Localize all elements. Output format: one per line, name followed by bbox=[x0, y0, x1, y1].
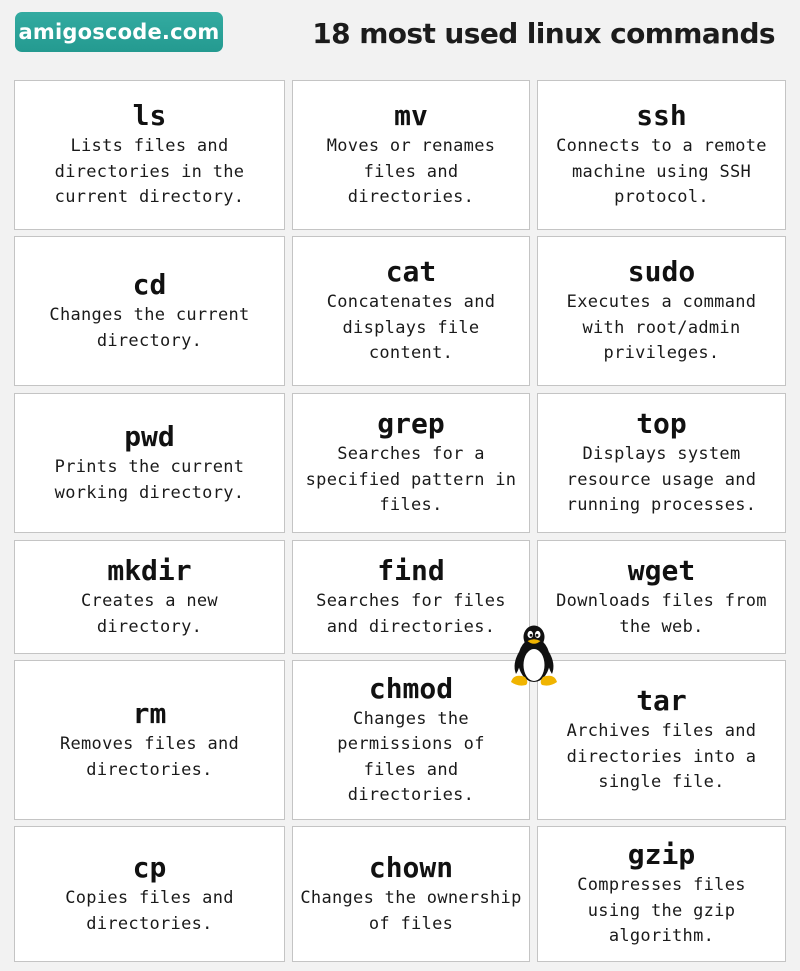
command-name: find bbox=[377, 554, 445, 587]
command-name: grep bbox=[377, 407, 445, 441]
command-name: top bbox=[636, 407, 687, 441]
command-card-cd bbox=[14, 236, 285, 386]
brand-logo-text: amigoscode.com bbox=[18, 20, 220, 44]
command-card-ls bbox=[14, 80, 285, 230]
command-name: chown bbox=[368, 851, 454, 884]
command-name: mkdir bbox=[107, 554, 192, 587]
command-name: ssh bbox=[636, 99, 687, 133]
command-name: gzip bbox=[627, 838, 696, 872]
command-name: cat bbox=[385, 255, 437, 289]
command-description: Connects to a remote machine using SSH protocol. bbox=[556, 136, 767, 208]
command-description: Searches for a specified pattern in files. bbox=[305, 444, 517, 516]
command-description: Archives files and directories into a single file. bbox=[566, 721, 757, 793]
command-name: wget bbox=[627, 554, 696, 587]
command-name: tar bbox=[636, 684, 687, 718]
command-name: sudo bbox=[627, 255, 696, 289]
command-card-cat bbox=[292, 236, 530, 386]
command-card-mv bbox=[292, 80, 530, 230]
command-card-gzip bbox=[537, 826, 786, 962]
command-description: Changes the current directory. bbox=[49, 305, 250, 351]
command-card-find bbox=[292, 540, 530, 654]
command-description: Downloads files from the web. bbox=[556, 591, 767, 637]
command-card-chmod bbox=[292, 660, 530, 820]
command-description: Removes files and directories. bbox=[59, 734, 240, 780]
command-description: Moves or renames files and directories. bbox=[326, 136, 496, 208]
command-card-chown bbox=[292, 826, 530, 962]
brand-logo[interactable] bbox=[15, 12, 223, 52]
command-card-wget bbox=[537, 540, 786, 654]
command-description: Searches for files and directories. bbox=[316, 591, 506, 637]
command-description: Executes a command with root/admin privileges. bbox=[566, 292, 757, 364]
command-name: cd bbox=[132, 268, 167, 301]
command-card-mkdir bbox=[14, 540, 285, 654]
tux-penguin-icon bbox=[506, 622, 562, 688]
command-card-top bbox=[537, 393, 786, 533]
command-name: ls bbox=[132, 99, 167, 133]
command-card-rm bbox=[14, 660, 285, 820]
command-name: chmod bbox=[368, 671, 454, 705]
command-description: Compresses files using the gzip algorithm. bbox=[577, 875, 746, 947]
command-description: Lists files and directories in the current directory. bbox=[54, 136, 245, 208]
command-name: pwd bbox=[124, 420, 175, 453]
command-description: Creates a new directory. bbox=[81, 591, 218, 637]
command-card-pwd bbox=[14, 393, 285, 533]
command-name: cp bbox=[132, 851, 167, 884]
command-card-ssh bbox=[537, 80, 786, 230]
command-card-sudo bbox=[537, 236, 786, 386]
command-description: Changes the permissions of files and directories. bbox=[337, 708, 485, 805]
command-description: Concatenates and displays file content. bbox=[326, 292, 496, 364]
command-name: rm bbox=[132, 697, 167, 730]
command-description: Copies files and directories. bbox=[65, 888, 234, 934]
command-card-cp bbox=[14, 826, 285, 962]
command-description: Changes the ownership of files bbox=[300, 888, 522, 934]
command-description: Displays system resource usage and running processes. bbox=[566, 444, 757, 516]
command-card-grep bbox=[292, 393, 530, 533]
command-card-tar bbox=[537, 660, 786, 820]
command-name: mv bbox=[394, 99, 428, 133]
command-description: Prints the current working directory. bbox=[54, 457, 245, 503]
page-title: 18 most used linux commands bbox=[312, 16, 775, 50]
